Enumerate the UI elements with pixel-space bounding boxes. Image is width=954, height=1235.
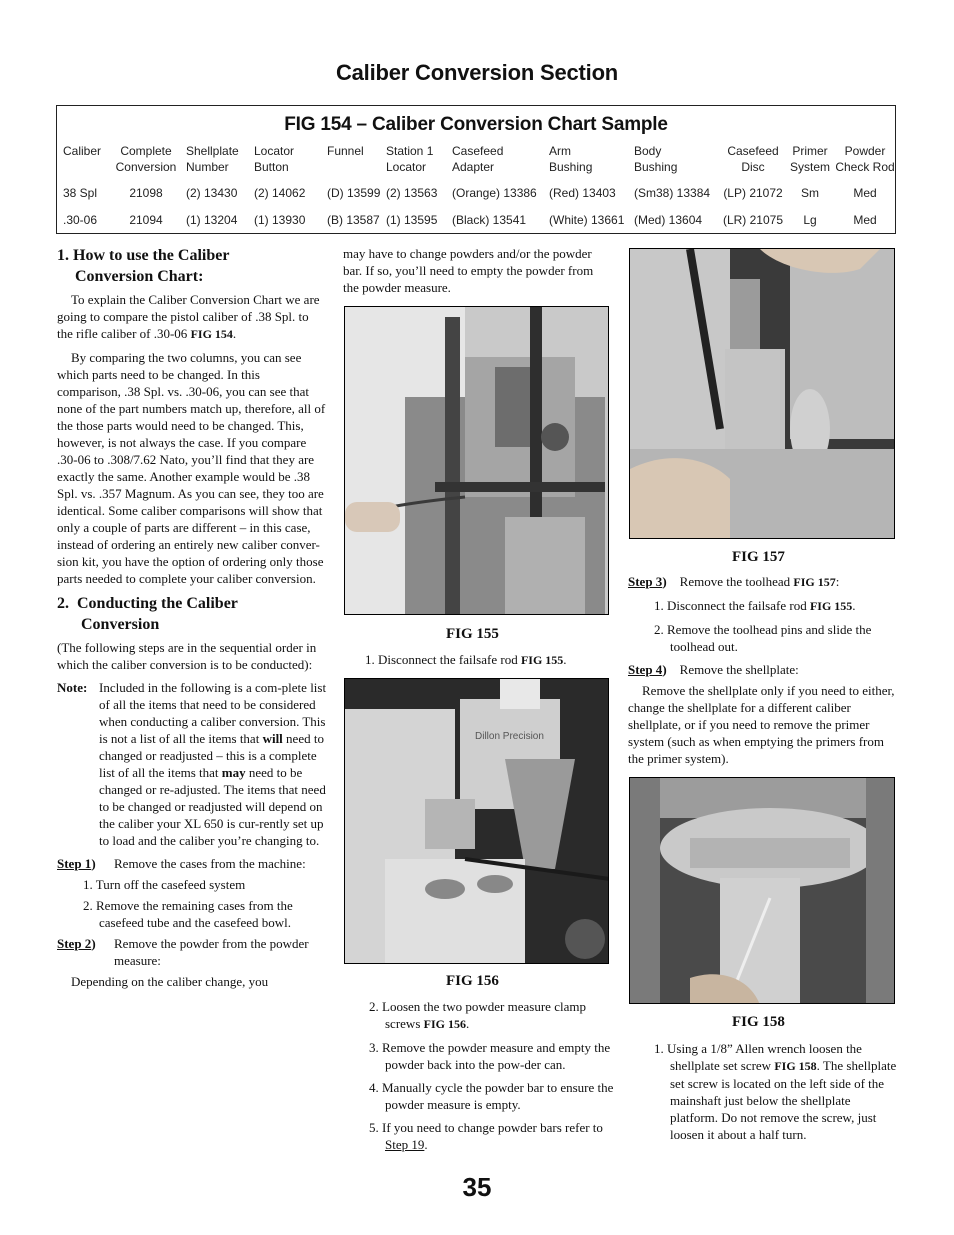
chart-header: Locator (254, 144, 295, 158)
chart-cell: 21098 (129, 186, 163, 200)
chart-cell: (Black) 13541 (452, 213, 527, 227)
fig-156-steps: 2. Loosen the two powder measure clamp screws FIG 156. 3. Remove the powder measure and empty the powder back into the pow-der can. 4. Manually cycle the powder bar to ensure the powder measure is empty. 5. If you need to change powder bars refer to Step 19. (369, 999, 614, 1152)
fig-157-label: FIG 157 (732, 549, 785, 565)
fig-158-photo (629, 777, 895, 1004)
chart-cell: Med (853, 213, 877, 227)
column-left (57, 245, 327, 996)
chart-cell: (D) 13599 (327, 186, 381, 200)
fig-158-label: FIG 158 (732, 1014, 785, 1030)
step-19-link[interactable]: Step 19 (385, 1137, 425, 1152)
chart-cell: (Med) 13604 (634, 213, 703, 227)
fig-158-steps: 1. Using a 1/8” Allen wrench loosen the shellplate set screw FIG 158. The shellplate set screw is located on the left side of the mainshaft just below the shellplate platform. Do not remove the screw, just loosen it about a half turn. (654, 1041, 897, 1142)
chart-cell: (1) 13595 (386, 213, 438, 227)
chart-cell: (LR) 21075 (722, 213, 784, 227)
chart-header: Complete (120, 144, 172, 158)
chart-header: Arm (549, 144, 571, 158)
fig-156-photo (344, 678, 609, 964)
step-3-list: 1. Disconnect the failsafe rod FIG 155. 2. Remove the toolhead pins and slide the toolhead out. (654, 598, 872, 654)
fig-156-logo: Dillon Precision (475, 731, 544, 742)
fig-155-label: FIG 155 (446, 626, 499, 642)
chart-header: Bushing (634, 160, 678, 174)
chart-title: FIG 154 – Caliber Conversion Chart Sample (284, 114, 668, 135)
chart-header: Casefeed (452, 144, 504, 158)
paragraph: (The following steps are in the sequential order in which the caliber conversion is to be conducted): (57, 640, 317, 672)
chart-header: Adapter (452, 160, 495, 174)
chart-header: Powder (844, 144, 886, 158)
step-1: Step 1) Remove the cases from the machine: (57, 856, 306, 871)
paragraph: To explain the Caliber Conversion Chart we are going to compare the pistol caliber of .38 Spl. to the rifle caliber of .30-06 FIG 154. (57, 292, 320, 341)
chart-header: Station 1 (386, 144, 434, 158)
step-1-list: 1. Turn off the casefeed system 2. Remove the remaining cases from the casefeed tube and the casefeed bowl. (83, 877, 293, 930)
chart-cell: Med (853, 186, 877, 200)
chart-header: Check Rod (835, 160, 895, 174)
chart-cell: (1) 13204 (186, 213, 238, 227)
chart-header: System (789, 160, 830, 174)
step-2: Step 2) Remove the powder from the powder measure: (57, 936, 309, 968)
chart-cell: (2) 14062 (254, 186, 306, 200)
chart-header: Funnel (327, 144, 364, 158)
fig-156-label: FIG 156 (446, 973, 499, 989)
section-2-heading: 2. Conducting the Caliber Conversion (57, 595, 238, 633)
note-block: Note: Included in the following is a com-plete list of all the items that need to be considered when conducting a caliber conversion. This is not a list of all the items that will need to changed or readjusted – this is a complete list of all the items that may need to be changed or re-adjusted. The items that need to be changed or readjusted will depend on the caliber your XL 650 is cur-rently set up to load and the caliber you’re changing to. (57, 680, 327, 848)
chart-header: Locator (386, 160, 427, 174)
paragraph: may have to change powders and/or the powder bar. If so, you’ll need to empty the powder from the powder measure. (343, 246, 594, 295)
chart-cell: (Red) 13403 (549, 186, 616, 200)
chart-header: Primer (792, 144, 828, 158)
paragraph: Depending on the caliber change, you (71, 974, 269, 989)
caliber-chart-table (56, 105, 896, 234)
page-title: Caliber Conversion Section (335, 60, 619, 85)
fig-155-caption: 1. Disconnect the failsafe rod FIG 155. (365, 652, 567, 667)
page-number: 35 (462, 1172, 492, 1202)
chart-header: Button (254, 160, 289, 174)
chart-cell: (1) 13930 (254, 213, 306, 227)
chart-header: Conversion (115, 160, 177, 174)
column-right-text (628, 573, 900, 773)
chart-cell: (White) 13661 (549, 213, 625, 227)
chart-header: Body (634, 144, 662, 158)
chart-cell: (Sm38) 13384 (634, 186, 711, 200)
chart-cell: Sm (801, 186, 819, 200)
paragraph: By comparing the two columns, you can see which parts need to be changed. In this comparison, .38 Spl. vs. .30-06, you can see that none of the part numbers match up, therefore, all of the those parts would need to be changed. This, however, is not always the case. If you compare .30-06 to .308/7.62 Nato, you’ll find that they are exactly the same. Another example would be .38 Spl. vs. .357 Magnum. As you can see, they too are identical. Some caliber comparisons will show that only a couple of parts are different – in this case, instead of ordering an entirely new caliber conver-sion kit, you have the option of ordering only those parts needed to complete your caliber conversion. (57, 350, 326, 586)
step-3: Step 3) Remove the toolhead FIG 157: (628, 574, 840, 589)
column-middle-text-top (343, 245, 611, 302)
chart-cell: (LP) 21072 (723, 186, 783, 200)
chart-cell: 21094 (129, 213, 163, 227)
chart-cell: (B) 13587 (327, 213, 380, 227)
fig-157-photo (629, 248, 895, 539)
paragraph: Remove the shellplate only if you need to either, change the shellplate for a different caliber shellplate, or if you need to remove the primer system (such as when emptying the primers from the primer system). (628, 683, 895, 766)
chart-cell: (Orange) 13386 (452, 186, 537, 200)
chart-header: Disc (741, 160, 765, 174)
chart-header: Shellplate (186, 144, 239, 158)
fig-155-photo (344, 306, 609, 615)
step-4: Step 4) Remove the shellplate: (628, 662, 799, 677)
chart-header: Caliber (63, 144, 102, 158)
chart-header: Casefeed (727, 144, 779, 158)
chart-cell: .30-06 (63, 213, 98, 227)
chart-header: Bushing (549, 160, 593, 174)
chart-cell: 38 Spl (63, 186, 98, 200)
chart-header: Number (186, 160, 229, 174)
chart-cell: Lg (803, 213, 817, 227)
section-1-heading: 1. How to use the Caliber Conversion Chart: (57, 247, 230, 285)
chart-cell: (2) 13430 (186, 186, 238, 200)
chart-cell: (2) 13563 (386, 186, 438, 200)
